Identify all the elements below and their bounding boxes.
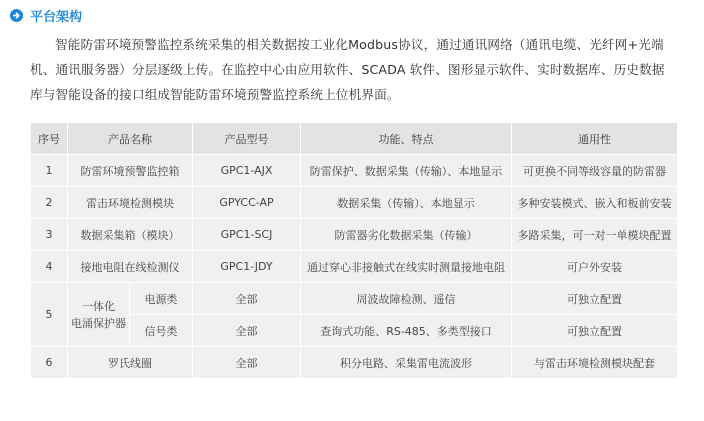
cell-usage: 多路采集，可一对一单模块配置 <box>512 219 678 251</box>
cell-model: 全部 <box>193 347 301 379</box>
cell-feature: 查询式功能、RS-485、多类型接口 <box>301 315 512 347</box>
cell-feature: 周波故障检测、遥信 <box>301 283 512 315</box>
cell-usage: 多种安装模式、嵌入和板前安装 <box>512 187 678 219</box>
cell-usage: 与雷击环境检测模块配套 <box>512 347 678 379</box>
cell-usage: 可户外安装 <box>512 251 678 283</box>
cell-name: 罗氏线圈 <box>68 347 193 379</box>
cell-name: 一体化 电涌保护器 <box>68 283 130 347</box>
cell-name: 雷击环境检测模块 <box>68 187 193 219</box>
table-header-row <box>31 123 678 155</box>
cell-feature: 防雷保护、数据采集（传输）、本地显示 <box>301 155 512 187</box>
header-usage: 通用性 <box>512 123 678 155</box>
table-row <box>31 251 678 283</box>
table-row <box>31 187 678 219</box>
cell-feature: 数据采集（传输）、本地显示 <box>301 187 512 219</box>
cell-model: GPC1-JDY <box>193 251 301 283</box>
cell-feature: 积分电路、采集雷电流波形 <box>301 347 512 379</box>
table-row <box>31 219 678 251</box>
table-row <box>31 347 678 379</box>
cell-name: 数据采集箱（模块） <box>68 219 193 251</box>
header-model: 产品型号 <box>193 123 301 155</box>
cell-model: GPYCC-AP <box>193 187 301 219</box>
cell-no: 4 <box>31 251 68 283</box>
header-feature: 功能、特点 <box>301 123 512 155</box>
cell-name: 接地电阻在线检测仪 <box>68 251 193 283</box>
cell-usage: 可独立配置 <box>512 315 678 347</box>
header-name: 产品名称 <box>68 123 193 155</box>
cell-model: 全部 <box>193 283 301 315</box>
section-header <box>10 6 82 25</box>
cell-no: 2 <box>31 187 68 219</box>
cell-subtype: 电源类 <box>130 283 193 315</box>
cell-model: 全部 <box>193 315 301 347</box>
section-title: 平台架构 <box>30 10 83 25</box>
header-no: 序号 <box>31 123 68 155</box>
cell-no: 3 <box>31 219 68 251</box>
table-row <box>31 155 678 187</box>
intro-paragraph: 智能防雷环境预警监控系统采集的相关数据按工业化Modbus协议，通过通讯网络（通讯电缆、光纤网+光端机、通讯服务器）分层逐级上传。在监控中心由应用软件、SCADA 软件、图形显示软件、实时数据库、历史数据库与智能设备的接口组成智能防雷环境预警监控系统上位机界面。 <box>30 37 665 102</box>
cell-feature: 通过穿心非接触式在线实时测量接地电阻 <box>301 251 512 283</box>
cell-model: GPC1-SCJ <box>193 219 301 251</box>
cell-feature: 防雷器劣化数据采集（传输） <box>301 219 512 251</box>
cell-name: 防雷环境预警监控箱 <box>68 155 193 187</box>
circle-arrow-right-icon <box>10 9 23 22</box>
product-table <box>30 122 678 379</box>
table-row <box>31 283 678 315</box>
cell-subtype: 信号类 <box>130 315 193 347</box>
cell-model: GPC1-AJX <box>193 155 301 187</box>
cell-no: 6 <box>31 347 68 379</box>
cell-no: 5 <box>31 283 68 347</box>
cell-usage: 可独立配置 <box>512 283 678 315</box>
cell-no: 1 <box>31 155 68 187</box>
cell-usage: 可更换不同等级容量的防雷器 <box>512 155 678 187</box>
